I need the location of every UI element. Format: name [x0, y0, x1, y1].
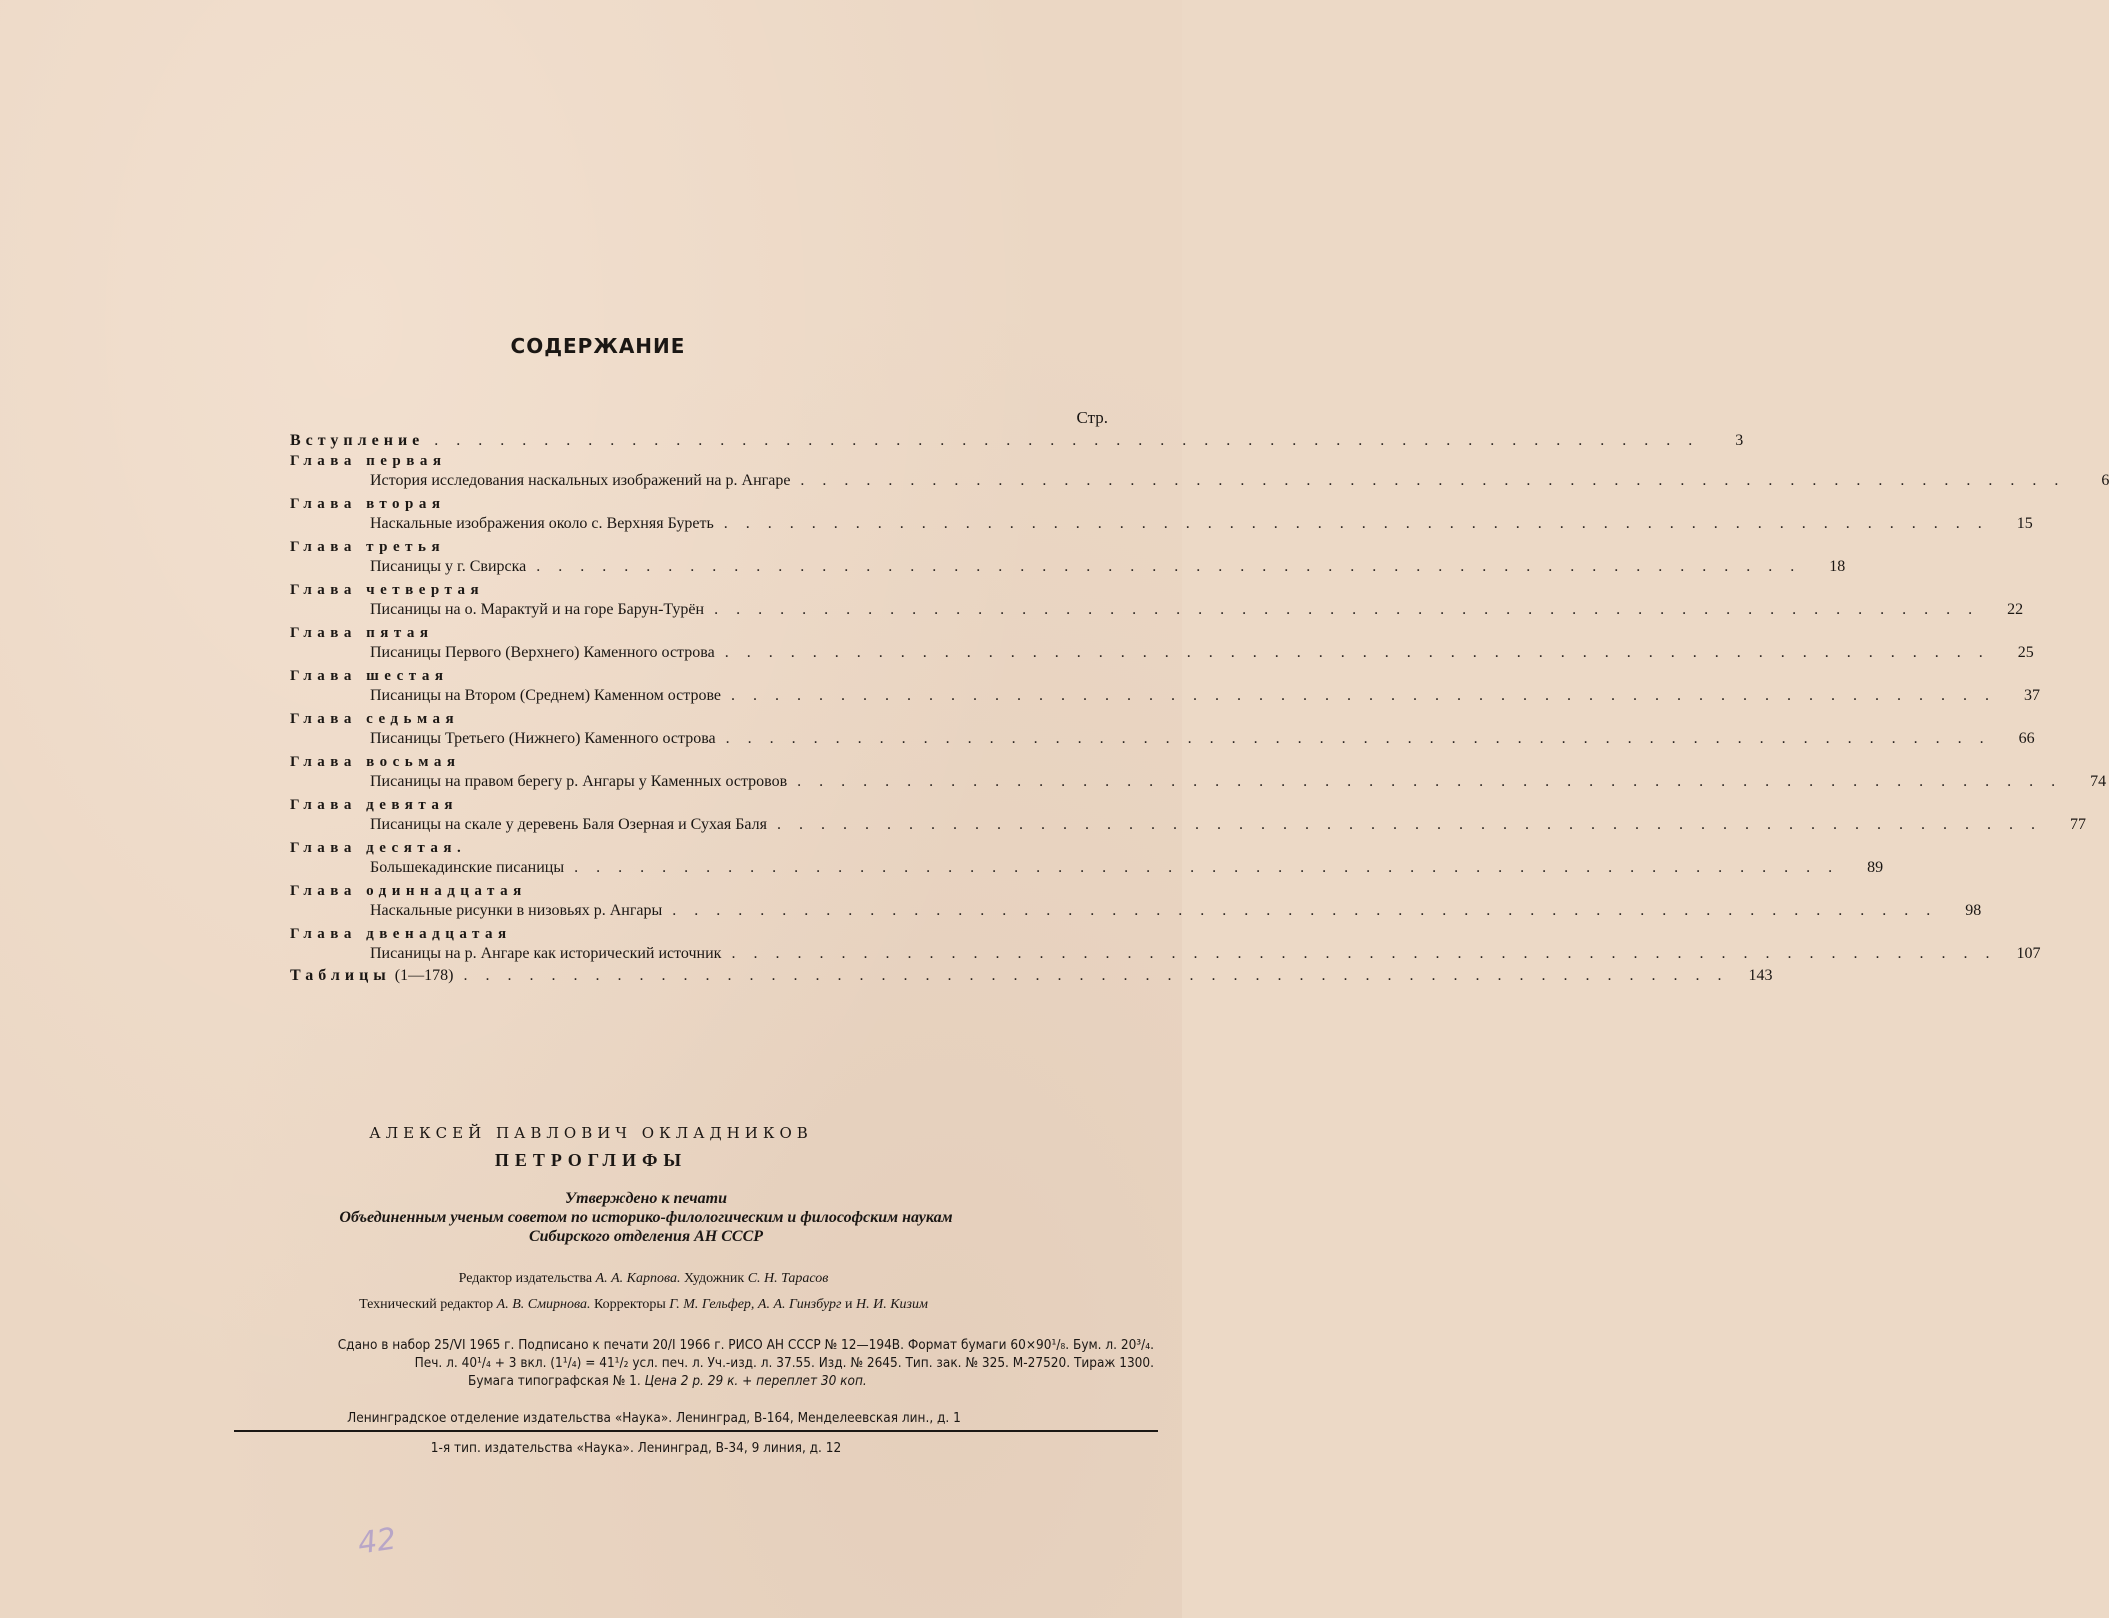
proofreaders-names: Г. М. Гельфер, А. А. Гинзбург [669, 1297, 842, 1312]
chapter-entry[interactable] [290, 728, 2035, 750]
toc-page-number: 37 [2024, 687, 2041, 704]
proofreader-last-name: Н. И. Кизим [855, 1297, 928, 1312]
tech-editor-line [105, 1292, 1182, 1318]
leader-dots: . . . . . . . . . . . . . . . . . . . . . . . . . . . . . . . . . . . . . . . . . . . . . . . . . . . . . . . . . . [731, 687, 1997, 704]
book-title: ПЕТРОГЛИФЫ [494, 1150, 688, 1170]
chapter-heading: Глава пятая [290, 625, 434, 641]
leader-dots: . . . . . . . . . . . . . . . . . . . . . . . . . . . . . . . . . . . . . . . . . . . . . . . . . . . . . . . . . . [536, 558, 1802, 575]
chapter-heading: Глава десятая. [290, 840, 467, 856]
print-details-line-3 [228, 1372, 1154, 1390]
chapter-title: История исследования наскальных изображений на р. Ангаре [370, 472, 791, 489]
imprint-block [0, 1124, 1182, 1318]
toc-page-number: 77 [2069, 816, 2086, 833]
approval-line-3: Сибирского отделения АН СССР [528, 1228, 764, 1245]
toc-tables[interactable] [290, 965, 1773, 987]
page-column-header: Стр. [1076, 408, 1108, 427]
chapter-heading: Глава первая [290, 453, 447, 469]
chapter-list [290, 452, 2109, 965]
toc-page-number: 15 [2016, 515, 2033, 532]
chapter-entry[interactable] [290, 470, 2109, 492]
toc-intro[interactable] [290, 430, 1744, 452]
chapter-heading: Глава двенадцатая [290, 926, 512, 942]
toc-page-number: 107 [2016, 945, 2041, 962]
editor-line [105, 1266, 1182, 1292]
chapter-heading: Глава третья [290, 539, 446, 555]
author-name: АЛЕКСЕЙ ПАВЛОВИЧ ОКЛАДНИКОВ [369, 1124, 813, 1142]
chapter-title: Наскальные изображения около с. Верхняя Буреть [370, 515, 714, 532]
chapter-title: Писаницы на о. Марактуй и на горе Барун-Турён [370, 601, 705, 618]
chapter-title: Писаницы на Втором (Среднем) Каменном острове [370, 687, 722, 704]
chapter-heading: Глава седьмая [290, 711, 460, 727]
conjunction: и [844, 1297, 853, 1312]
chapter-entry[interactable] [290, 943, 2041, 965]
artist-label: Художник [683, 1271, 745, 1286]
toc-page-number: 143 [1748, 967, 1773, 984]
chapter-title: Писаницы на р. Ангаре как исторический источник [370, 945, 722, 962]
approval-line-1: Утверждено к печати [564, 1190, 728, 1207]
toc-page-number: 98 [1965, 902, 1982, 919]
toc-tables-range: (1—178) [394, 967, 454, 984]
toc-page-number: 3 [1735, 432, 1744, 449]
chapter-entry[interactable] [290, 814, 2086, 836]
toc-page-number: 6 [2101, 472, 2109, 489]
leader-dots: . . . . . . . . . . . . . . . . . . . . . . . . . . . . . . . . . . . . . . . . . . . . . . . . . . . . . . . . . . [797, 773, 2063, 790]
leader-dots: . . . . . . . . . . . . . . . . . . . . . . . . . . . . . . . . . . . . . . . . . . . . . . . . . . . . . . . . . . [723, 515, 1989, 532]
chapter-heading: Глава шестая [290, 668, 449, 684]
chapter-heading: Глава четвертая [290, 582, 485, 598]
leader-dots: . . . . . . . . . . . . . . . . . . . . . . . . . . . . . . . . . . . . . . . . . . . . . . . . . . . . . . . . . . [574, 859, 1840, 876]
paper-type: Бумага типографская № 1. [468, 1373, 641, 1389]
divider [234, 1430, 1158, 1432]
chapter-title: Писаницы у г. Свирска [370, 558, 527, 575]
leader-dots: . . . . . . . . . . . . . . . . . . . . . . . . . . . . . . . . . . . . . . . . . . . . . . . . . . . . . . . . . . [434, 432, 1700, 449]
print-details-line-2: Печ. л. 40¹/₄ + 3 вкл. (1¹/₄) = 41¹/₂ усл. печ. л. Уч.-изд. л. 37.55. Изд. № 2645. Тип. зак. № 325. М-27520. Тираж 1300. [414, 1355, 1154, 1371]
chapter-entry[interactable] [290, 513, 2033, 535]
chapter-title: Большекадинские писаницы [370, 859, 565, 876]
approval-line-2: Объединенным ученым советом по историко-филологическим и философским наукам [339, 1209, 953, 1226]
chapter-title: Писаницы Первого (Верхнего) Каменного острова [370, 644, 715, 661]
toc-entry-label: Таблицы [290, 967, 391, 984]
chapter-entry[interactable] [290, 642, 2034, 664]
leader-dots: . . . . . . . . . . . . . . . . . . . . . . . . . . . . . . . . . . . . . . . . . . . . . . . . . . . . . . . . . . [731, 945, 1997, 962]
leader-dots: . . . . . . . . . . . . . . . . . . . . . . . . . . . . . . . . . . . . . . . . . . . . . . . . . . . . . . . . . . [463, 967, 1729, 984]
chapter-title: Наскальные рисунки в низовьях р. Ангары [370, 902, 663, 919]
leader-dots: . . . . . . . . . . . . . . . . . . . . . . . . . . . . . . . . . . . . . . . . . . . . . . . . . . . . . . . . . . [776, 816, 2042, 833]
chapter-entry[interactable] [290, 900, 1982, 922]
chapter-title: Писаницы Третьего (Нижнего) Каменного острова [370, 730, 716, 747]
artist-name: С. Н. Тарасов [747, 1271, 829, 1286]
toc-title: СОДЕРЖАНИЕ [510, 334, 686, 358]
chapter-heading: Глава восьмая [290, 754, 461, 770]
editor-name: А. А. Карпова. [595, 1271, 681, 1286]
chapter-entry[interactable] [290, 556, 1846, 578]
toc-page-number: 25 [2017, 644, 2034, 661]
chapter-entry[interactable] [290, 599, 2024, 621]
chapter-entry[interactable] [290, 771, 2107, 793]
leader-dots: . . . . . . . . . . . . . . . . . . . . . . . . . . . . . . . . . . . . . . . . . . . . . . . . . . . . . . . . . . [725, 730, 1991, 747]
print-details-line-1: Сдано в набор 25/VI 1965 г. Подписано к печати 20/I 1966 г. РИСО АН СССР № 12—194В. Формат бумаги 60×90¹/₈. Бум. л. 20³/₄. [337, 1337, 1154, 1353]
toc-page-number: 18 [1829, 558, 1846, 575]
chapter-heading: Глава одиннадцатая [290, 883, 527, 899]
toc-page-number: 89 [1867, 859, 1884, 876]
handwritten-mark: 42 [355, 1521, 399, 1562]
tech-editor-name: А. В. Смирнова. [496, 1297, 591, 1312]
chapter-entry[interactable] [290, 857, 1884, 879]
chapter-title: Писаницы на правом берегу р. Ангары у Каменных островов [370, 773, 788, 790]
leader-dots: . . . . . . . . . . . . . . . . . . . . . . . . . . . . . . . . . . . . . . . . . . . . . . . . . . . . . . . . . . [800, 472, 2066, 489]
printer-address: 1-я тип. издательства «Наука». Ленинград, В-34, 9 линия, д. 12 [430, 1440, 842, 1456]
toc-entry-label: Вступление [290, 432, 425, 449]
toc-page-number: 66 [2018, 730, 2035, 747]
table-of-contents [290, 430, 2109, 987]
print-details [228, 1336, 1154, 1390]
toc-page-number: 22 [2007, 601, 2024, 618]
proofreaders-label: Корректоры [593, 1297, 666, 1312]
staff-credits [0, 1266, 1182, 1318]
leader-dots: . . . . . . . . . . . . . . . . . . . . . . . . . . . . . . . . . . . . . . . . . . . . . . . . . . . . . . . . . . [672, 902, 1938, 919]
chapter-title: Писаницы на скале у деревень Баля Озерная и Сухая Баля [370, 816, 767, 833]
tech-editor-label: Технический редактор [359, 1297, 494, 1312]
toc-page-number: 74 [2090, 773, 2107, 790]
approval-note [0, 1189, 1182, 1246]
price: Цена 2 р. 29 к. + переплет 30 коп. [644, 1373, 867, 1389]
editor-label: Редактор издательства [458, 1271, 593, 1286]
chapter-heading: Глава вторая [290, 496, 446, 512]
publisher-address: Ленинградское отделение издательства «Наука». Ленинград, В-164, Менделеевская лин., д. 1 [347, 1410, 961, 1426]
leader-dots: . . . . . . . . . . . . . . . . . . . . . . . . . . . . . . . . . . . . . . . . . . . . . . . . . . . . . . . . . . [724, 644, 1990, 661]
chapter-heading: Глава девятая [290, 797, 459, 813]
leader-dots: . . . . . . . . . . . . . . . . . . . . . . . . . . . . . . . . . . . . . . . . . . . . . . . . . . . . . . . . . . [714, 601, 1980, 618]
chapter-entry[interactable] [290, 685, 2041, 707]
